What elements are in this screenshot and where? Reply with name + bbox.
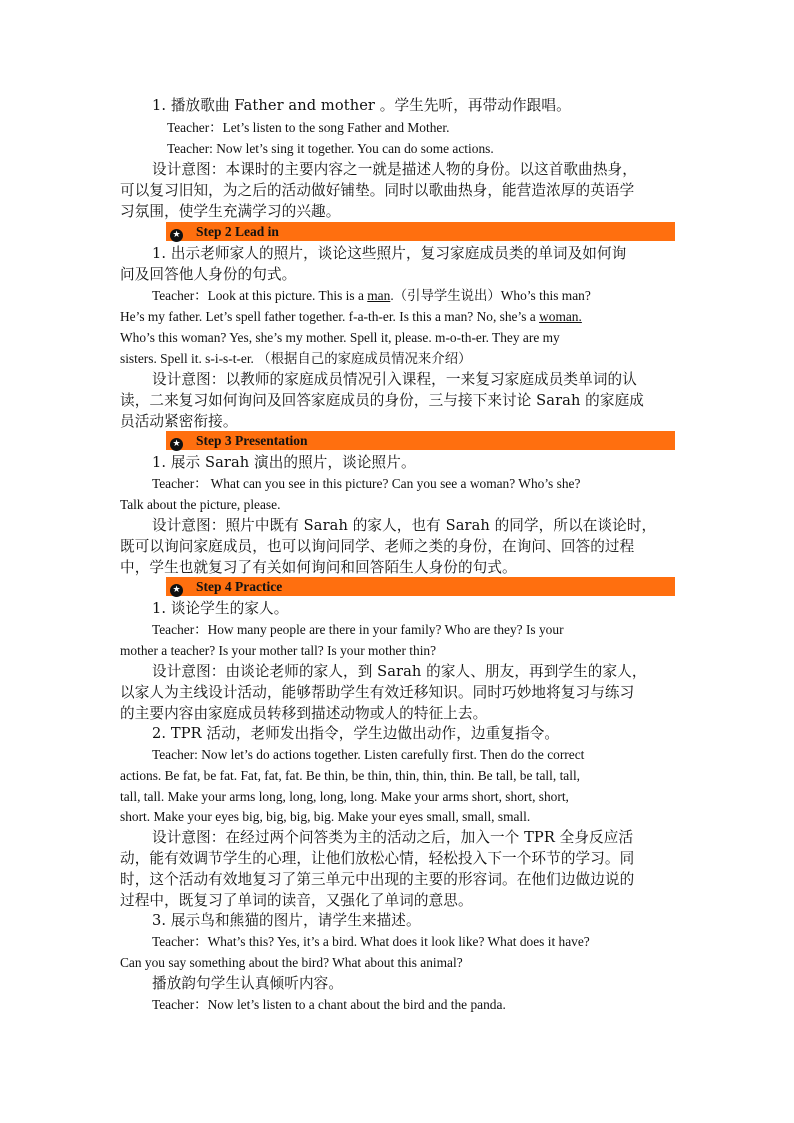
step-title: Step 3 Presentation <box>196 433 308 448</box>
teacher-line: mother a teacher? Is your mother tall? Is your mother thin? <box>120 643 437 658</box>
teacher-text: .（引导学生说出）Who’s this man? <box>390 288 591 303</box>
design-intent: 设计意图：本课时的主要内容之一就是描述人物的身份。以这首歌曲热身， <box>152 161 637 178</box>
teacher-line <box>120 306 582 327</box>
teacher-line: short. Make your eyes big, big, big, big. Make your eyes small, small, small. <box>120 809 531 824</box>
step-3-header <box>166 431 675 450</box>
teacher-line: Teacher：Now let’s listen to a chant about the bird and the panda. <box>152 997 506 1012</box>
song-instruction: 1. 播放歌曲 Father and mother 。学生先听，再带动作跟唱。 <box>152 97 571 114</box>
teacher-line: Teacher： What can you see in this picture? Can you see a woman? Who’s she? <box>152 476 581 491</box>
step-title: Step 4 Practice <box>196 579 283 594</box>
step-4-header <box>166 577 675 596</box>
teacher-line: Teacher: Now let’s do actions together. Listen carefully first. Then do the correct <box>152 747 585 762</box>
star-circle-icon: ★ <box>170 584 183 597</box>
activity-item: 1. 谈论学生的家人。 <box>152 600 289 617</box>
activity-item: 3. 展示鸟和熊猫的图片，请学生来描述。 <box>152 912 421 929</box>
teacher-line: Who’s this woman? Yes, she’s my mother. Spell it, please. m-o-th-er. They are my <box>120 330 560 345</box>
teacher-line: Can you say something about the bird? What about this animal? <box>120 955 463 970</box>
design-intent: 读，二来复习如何询问及回答家庭成员的身份，三与接下来讨论 Sarah 的家庭成 <box>120 392 644 409</box>
design-intent: 中，学生也就复习了有关如何询问和回答陌生人身份的句式。 <box>120 559 517 576</box>
activity-item: 问及回答他人身份的句式。 <box>120 266 297 283</box>
design-intent: 设计意图：在经过两个问答类为主的活动之后，加入一个 TPR 全身反应活 <box>152 829 634 846</box>
step-title: Step 2 Lead in <box>196 224 279 239</box>
teacher-line: Teacher：Let’s listen to the song Father and Mother. <box>167 120 450 135</box>
design-intent: 过程中，既复习了单词的读音，又强化了单词的意思。 <box>120 892 473 909</box>
teacher-text: He’s my father. Let’s spell father together. f-a-th-er. Is this a man? No, she’s a <box>120 309 540 324</box>
teacher-line: tall, tall. Make your arms long, long, long, long. Make your arms short, short, short, <box>120 789 569 804</box>
design-intent: 设计意图：以教师的家庭成员情况引入课程，一来复习家庭成员类单词的认 <box>152 371 637 388</box>
design-intent: 既可以询问家庭成员，也可以询问同学、老师之类的身份，在询问、回答的过程 <box>120 538 635 555</box>
teacher-line: actions. Be fat, be fat. Fat, fat, fat. Be thin, be thin, thin, thin, thin. Be tall, be tall, tall, <box>120 768 581 783</box>
teacher-line: Teacher: Now let’s sing it together. You can do some actions. <box>167 141 494 156</box>
underlined-word: woman. <box>539 309 582 324</box>
activity-item: 1. 展示 Sarah 演出的照片，谈论照片。 <box>152 454 416 471</box>
star-circle-icon: ★ <box>170 438 183 451</box>
design-intent: 设计意图：由谈论老师的家人，到 Sarah 的家人、朋友，再到学生的家人， <box>152 663 647 680</box>
design-intent: 时，这个活动有效地复习了第三单元中出现的主要的形容词。在他们边做边说的 <box>120 871 635 888</box>
design-intent: 习氛围，使学生充满学习的兴趣。 <box>120 203 341 220</box>
star-circle-icon: ★ <box>170 229 183 242</box>
chant-intro: 播放韵句学生认真倾听内容。 <box>152 975 344 992</box>
teacher-line: Talk about the picture, please. <box>120 497 281 512</box>
design-intent: 以家人为主线设计活动，能够帮助学生有效迁移知识。同时巧妙地将复习与练习 <box>120 684 635 701</box>
underlined-word: man <box>367 288 391 303</box>
teacher-line: Teacher：What’s this? Yes, it’s a bird. What does it look like? What does it have? <box>152 934 590 949</box>
step-2-header <box>166 222 675 241</box>
teacher-line <box>152 285 591 306</box>
teacher-line: Teacher：How many people are there in your family? Who are they? Is your <box>152 622 564 637</box>
activity-item: 1. 出示老师家人的照片，谈论这些照片，复习家庭成员类的单词及如何询 <box>152 245 627 262</box>
design-intent: 员活动紧密衔接。 <box>120 413 238 430</box>
design-intent: 的主要内容由家庭成员转移到描述动物或人的特征上去。 <box>120 705 488 722</box>
design-intent: 可以复习旧知，为之后的活动做好铺垫。同时以歌曲热身，能营造浓厚的英语学 <box>120 182 635 199</box>
design-intent: 设计意图：照片中既有 Sarah 的家人，也有 Sarah 的同学，所以在谈论时， <box>152 517 657 534</box>
activity-item: 2. TPR 活动，老师发出指令，学生边做出动作，边重复指令。 <box>152 725 560 742</box>
teacher-line: sisters. Spell it. s-i-s-t-er. （根据自己的家庭成员情况来介绍） <box>120 351 472 366</box>
teacher-text: Teacher：Look at this picture. This is a <box>152 288 368 303</box>
design-intent: 动，能有效调节学生的心理，让他们放松心情，轻松投入下一个环节的学习。同 <box>120 850 635 867</box>
